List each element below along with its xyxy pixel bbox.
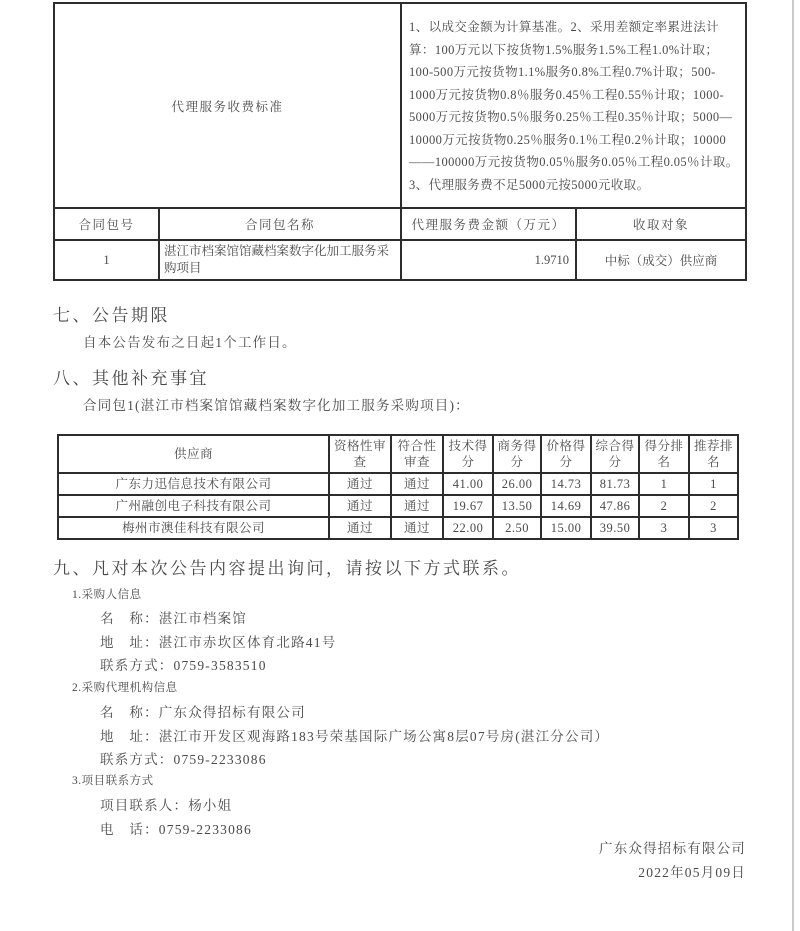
agency-name: 名 称：广东众得招标有限公司 <box>100 705 306 720</box>
fee-payer: 中标（成交）供应商 <box>576 240 746 280</box>
business-score: 26.00 <box>493 473 541 495</box>
supplier-name: 广东力迅信息技术有限公司 <box>58 473 329 495</box>
score-rank: 2 <box>639 495 689 517</box>
section-8-body: 合同包1(湛江市档案馆馆藏档案数字化加工服务采购项目)： <box>83 398 470 413</box>
fee-col-amount: 代理服务费金额（万元） <box>401 208 576 240</box>
purchaser-address: 地 址：湛江市赤坎区体育北路41号 <box>100 635 337 650</box>
fee-col-package-no: 合同包号 <box>54 208 159 240</box>
score-rank: 1 <box>639 473 689 495</box>
score-table-row <box>58 495 738 517</box>
price-score: 15.00 <box>541 517 591 539</box>
agency-address: 地 址：湛江市开发区观海路183号荣基国际广场公寓8层07号房(湛江分公司） <box>100 729 610 744</box>
fee-col-package-name: 合同包名称 <box>159 208 401 240</box>
section-8-title: 八、其他补充事宜 <box>53 369 209 388</box>
score-col-total: 综合得分 <box>591 435 639 473</box>
fee-standard-label: 代理服务收费标准 <box>54 3 401 208</box>
score-table-row <box>58 473 738 495</box>
score-col-qualification: 资格性审查 <box>329 435 391 473</box>
footer-date: 2022年05月09日 <box>638 865 746 880</box>
price-score: 14.73 <box>541 473 591 495</box>
fee-package-no: 1 <box>54 240 159 280</box>
conformity-result: 通过 <box>391 517 443 539</box>
technical-score: 19.67 <box>443 495 493 517</box>
supplier-name: 广州融创电子科技有限公司 <box>58 495 329 517</box>
fee-table-row <box>54 240 746 280</box>
technical-score: 22.00 <box>443 517 493 539</box>
supplier-name: 梅州市澳佳科技有限公司 <box>58 517 329 539</box>
score-col-business: 商务得分 <box>493 435 541 473</box>
total-score: 81.73 <box>591 473 639 495</box>
project-contact-person: 项目联系人：杨小姐 <box>100 798 233 813</box>
purchaser-name: 名 称：湛江市档案馆 <box>100 611 247 626</box>
agency-info-heading: 2.采购代理机构信息 <box>72 682 178 694</box>
score-col-score-rank: 得分排名 <box>639 435 689 473</box>
score-rank: 3 <box>639 517 689 539</box>
fee-standard-text: 1、以成交金额为计算基准。2、采用差额定率累进法计算：100万元以下按货物1.5%服务1.5%工程1.0%计取；100-500万元按货物1.1%服务0.8%工程0.7%计取；500-1000万元按货物0.8％服务0.45％工程0.55％计取；1000-5000万元按货物0.5％服务0.25％工程0.35％计取；5000—10000万元按货物0.25％服务0.1％工程0.2％计取；10000——100000万元按货物0.05％服务0.05％工程0.05％计取。3、代理服务费不足5000元按5000元收取。 <box>401 3 746 208</box>
score-col-price: 价格得分 <box>541 435 591 473</box>
purchaser-contact: 联系方式：0759-3583510 <box>100 658 267 673</box>
footer-company: 广东众得招标有限公司 <box>599 841 746 856</box>
fee-amount: 1.9710 <box>401 240 576 280</box>
qualification-result: 通过 <box>329 473 391 495</box>
recommend-rank: 1 <box>689 473 738 495</box>
qualification-result: 通过 <box>329 517 391 539</box>
qualification-result: 通过 <box>329 495 391 517</box>
score-col-technical: 技术得分 <box>443 435 493 473</box>
project-contact-heading: 3.项目联系方式 <box>72 775 154 787</box>
technical-score: 41.00 <box>443 473 493 495</box>
score-col-recommend-rank: 推荐排名 <box>689 435 738 473</box>
section-9-title: 九、凡对本次公告内容提出询问，请按以下方式联系。 <box>53 559 521 578</box>
fee-standard-table <box>53 2 747 281</box>
recommend-rank: 3 <box>689 517 738 539</box>
fee-package-name: 湛江市档案馆馆藏档案数字化加工服务采购项目 <box>159 240 401 280</box>
section-7-title: 七、公告期限 <box>53 306 170 325</box>
fee-col-payer: 收取对象 <box>576 208 746 240</box>
recommend-rank: 2 <box>689 495 738 517</box>
score-table-row <box>58 517 738 539</box>
page-edge-divider <box>792 0 794 931</box>
purchaser-info-heading: 1.采购人信息 <box>72 589 142 601</box>
section-7-body: 自本公告发布之日起1个工作日。 <box>83 335 297 350</box>
conformity-result: 通过 <box>391 495 443 517</box>
total-score: 39.50 <box>591 517 639 539</box>
business-score: 13.50 <box>493 495 541 517</box>
supplier-score-table <box>57 434 739 540</box>
total-score: 47.86 <box>591 495 639 517</box>
price-score: 14.69 <box>541 495 591 517</box>
project-contact-phone: 电 话：0759-2233086 <box>100 822 252 837</box>
conformity-result: 通过 <box>391 473 443 495</box>
business-score: 2.50 <box>493 517 541 539</box>
score-header-row <box>58 435 738 473</box>
score-col-supplier: 供应商 <box>58 435 329 473</box>
score-col-conformity: 符合性审查 <box>391 435 443 473</box>
agency-contact: 联系方式：0759-2233086 <box>100 752 267 767</box>
